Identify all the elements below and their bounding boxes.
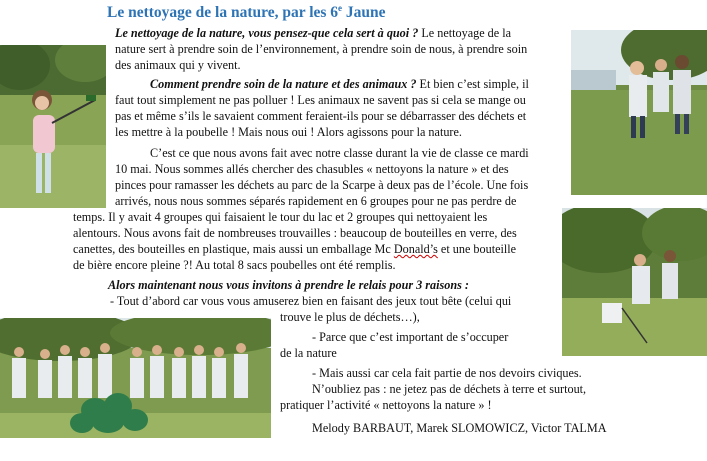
list-item: - Parce que c’est important de s’occuper [312, 330, 509, 344]
list-item: - Mais aussi car cela fait partie de nos devoirs civiques. [312, 366, 582, 380]
text-line: de bière encore pleine ?! Au total 8 sacs poubelles ont été remplis. [73, 258, 396, 272]
list-item: - Tout d’abord car vous vous amuserez bien en faisant des jeux tout bête (celui qui [110, 294, 512, 308]
text-line: de la nature [280, 346, 337, 360]
text-line: pinces pour ramasser les déchets au parc de la Scarpe à deux pas de l’école. Une fois [115, 178, 529, 192]
text-line: faut tout simplement ne pas polluer ! Les animaux ne savent pas si cela se mange ou [115, 93, 526, 107]
photo-group-bags [0, 318, 271, 438]
text-line: 10 mai. Nous sommes allés chercher des chasubles « nettoyons la nature » et des [115, 162, 509, 176]
photo-girl-with-picker [0, 45, 106, 208]
text-line: pas et même s’ils le savaient comment feraient-ils pour se débarrasser des déchets et [115, 109, 527, 123]
text-line: temps. Il y avait 4 groupes qui faisaient le tour du lac et 2 groupes qui nettoyaient les [73, 210, 488, 224]
text-line: des animaux qui y vivent. [115, 58, 241, 72]
text-line: N’oubliez pas : ne jetez pas de déchets à terre et surtout, [312, 382, 587, 396]
text-line: trouve le plus de déchets…), [280, 310, 420, 324]
text-line: alentours. Nous avons fait de nombreuses trouvailles : beaucoup de bouteilles en verre, des [73, 226, 517, 240]
text-line: les mettre à la poubelle ! Mais nous oui ! Alors agissons pour la nature. [115, 125, 462, 139]
text-line: canettes, des bouteilles en plastique, mais aussi un emballage Mc Donald’s et une bouteille [73, 242, 517, 256]
photo-students-bank [562, 208, 707, 356]
signature: Melody BARBAUT, Marek SLOMOWICZ, Victor TALMA [312, 421, 607, 435]
text-line: Alors maintenant nous vous invitons à prendre le relais pour 3 raisons : [108, 278, 469, 292]
text-line: arrivés, nous nous sommes séparés rapidement en 6 groupes pour ne pas perdre de [115, 194, 517, 208]
article-title: Le nettoyage de la nature, par les 6e Jaune [107, 3, 386, 22]
text-line: Le nettoyage de la nature, vous pensez-que cela sert à quoi ? Le nettoyage de la [115, 26, 512, 40]
text-line: nature sert à prendre soin de l’environnement, à prendre soin de nous, à prendre soin [115, 42, 528, 56]
text-line: Comment prendre soin de la nature et des animaux ? Et bien c’est simple, il [150, 77, 529, 91]
photo-students-lake [571, 30, 707, 195]
text-line: pratiquer l’activité « nettoyons la nature » ! [280, 398, 492, 412]
text-line: C’est ce que nous avons fait avec notre classe durant la vie de classe ce mardi [150, 146, 529, 160]
